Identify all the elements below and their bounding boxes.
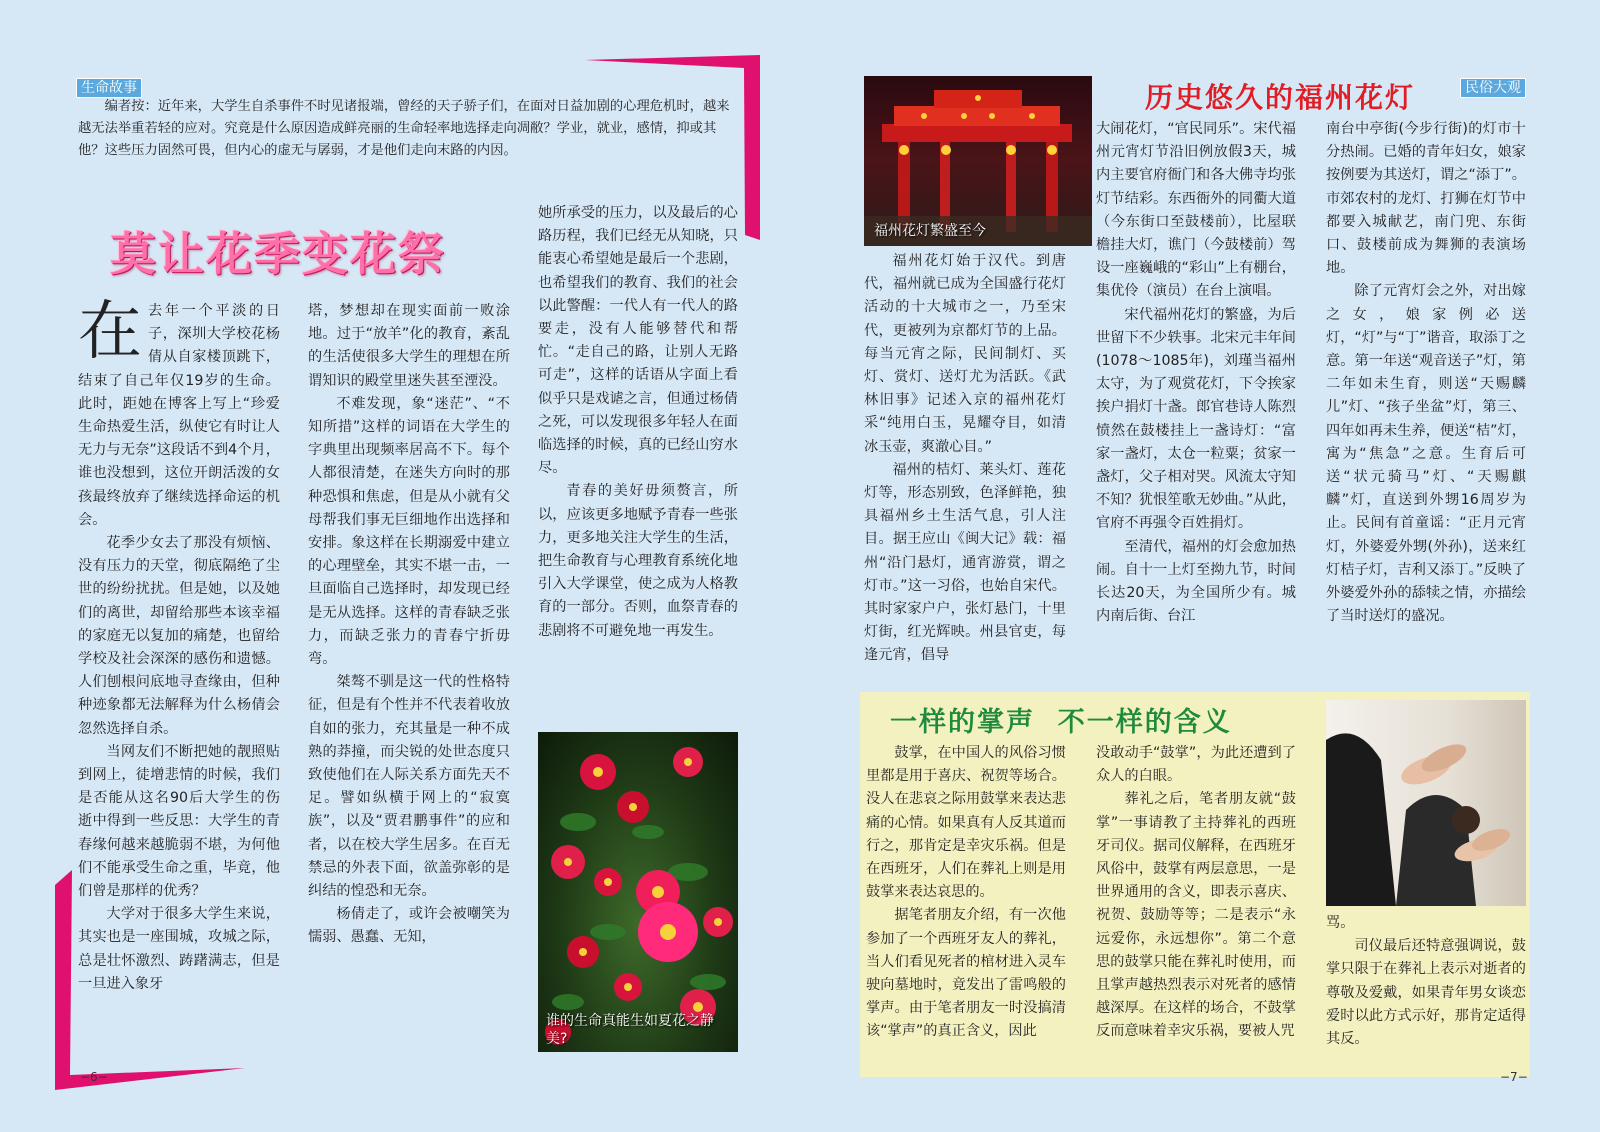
page-number-left: −6− xyxy=(80,1070,108,1084)
applause-col-3 xyxy=(1326,912,1526,1051)
left-col1-para-2: 花季少女去了那没有烦恼、没有压力的天堂，彻底隔绝了尘世的纷纷扰扰。但是她，以及她们的离世，却留给那些本该幸福的家庭无以复加的痛楚，也留给学校及社会深深的感伤和遗憾。人们刨根问底地寻查缘由，但种种迹象都无法解释为什么杨倩会忽然选择自杀。 xyxy=(78,535,280,737)
applause-col-2 xyxy=(1096,742,1296,1044)
left-article-col-1 xyxy=(78,295,280,996)
left-col2-para-1: 塔，梦想却在现实面前一败涂地。过于“放羊”化的教育，紊乱的生活使很多大学生的理想在所谓知识的殿堂里迷失甚至湮没。 xyxy=(308,303,510,389)
section-tag-folk-customs: 民俗大观 xyxy=(1460,78,1526,98)
article-title-text: 莫让花季变花祭 xyxy=(110,227,446,281)
left-article-col-2 xyxy=(308,300,510,950)
right-article-col-3 xyxy=(1326,118,1526,628)
applause-col-1 xyxy=(866,742,1066,1044)
right-col2-para-2: 宋代福州花灯的繁盛，为后世留下不少轶事。北宋元丰年间(1078～1085年)，刘瑾当福州太守，为了观赏花灯，下令挨家挨户捐灯十盏。郎官巷诗人陈烈愤然在鼓楼挂上一盏诗灯：“富家一盏灯，太仓一粒粟；贫家一盏灯，父子相对哭。风流太守知不知？犹恨笙歌无妙曲。”从此，官府不再强令百姓捐灯。 xyxy=(1096,306,1296,532)
applause-article-title: 一样的掌声 不一样的含义 xyxy=(890,707,1232,738)
left-article-col-3 xyxy=(538,202,738,643)
flower-illustration xyxy=(538,732,738,1052)
applause-col2-para-1: 没敢动手“鼓掌”，为此还遭到了众人的白眼。 xyxy=(1096,745,1296,785)
lantern-photo-caption: 福州花灯繁盛至今 xyxy=(874,223,986,239)
lantern-gate-illustration xyxy=(864,76,1092,246)
left-col1-para-1: 去年一个平淡的日子，深圳大学校花杨倩从自家楼顶跳下，结束了自己年仅19岁的生命。此时，距她在博客上写上“珍爱生命热爱生活，纵使它有时让人无力与无奈”这段话不到4个月，谁也没想到，这位开朗活泼的女孩最终放弃了继续选择命运的机会。 xyxy=(78,303,280,528)
page-number-right: −7− xyxy=(1500,1070,1528,1084)
left-col3-para-1: 她所承受的压力，以及最后的心路历程，我们已经无从知晓，只能衷心希望她是最后一个悲剧，也希望我们的教育、我们的社会以此警醒：一代人有一代人的路要走，没有人能够替代和帮忙。“走自己的路，让别人无路可走”，这样的话语从字面上看似乎只是戏谑之言，但通过杨倩之死，可以发现很多年轻人在面临选择的时候，真的已经山穷水尽。 xyxy=(538,205,738,477)
applause-col2-para-2: 葬礼之后，笔者朋友就“鼓掌”一事请教了主持葬礼的西班牙司仪。据司仪解释，在西班牙风俗中，鼓掌有两层意思，一是世界通用的含义，即表示喜庆、祝贺、鼓励等等；二是表示“永远爱你，永远想你”。第二个意思的鼓掌只能在葬礼时使用，而且掌声越热烈表示对死者的感情越深厚。在这样的场合，不鼓掌反而意味着幸灾乐祸，要被人咒 xyxy=(1096,791,1296,1040)
left-col2-para-3: 桀骜不驯是这一代的性格特征，但是有个性并不代表着收放自如的张力，充其量是一种不成熟的莽撞，而尖锐的处世态度只致使他们在人际关系方面先天不足。譬如纵横于网上的“寂寞族”，以及“贾君鹏事件”的应和者，以在校大学生居多。在百无禁忌的外表下面，欲盖弥彰的是纠结的惶恐和无奈。 xyxy=(308,674,510,900)
left-col2-para-4: 杨倩走了，或许会被嘲笑为懦弱、愚蠢、无知， xyxy=(308,906,510,946)
left-col1-para-4: 大学对于很多大学生来说，其实也是一座围城，攻城之际，总是壮怀激烈、踌躇满志，但是一旦进入象牙 xyxy=(78,906,280,992)
camellia-flower-photo xyxy=(538,732,738,1052)
right-article-col-1 xyxy=(864,250,1066,668)
article-title-right: 历史悠久的福州花灯 xyxy=(1145,81,1416,114)
applause-col1-para-2: 据笔者朋友介绍，有一次他参加了一个西班牙友人的葬礼，当人们看见死者的棺材进入灵车驶向墓地时，竟发出了雷鸣般的掌声。由于笔者朋友一时没搞清该“掌声”的真正含义，因此 xyxy=(866,907,1066,1040)
lantern-gate-photo xyxy=(864,76,1092,246)
left-col3-para-2: 青春的美好毋须赘言，所以，应该更多地赋予青春一些张力，更多地关注大学生的生活，把生命教育与心理教育系统化地引入大学课堂，使之成为人格教育的一部分。否则，血祭青春的悲剧将不可避免地一再发生。 xyxy=(538,483,738,639)
right-col2-para-1: 大闹花灯，“官民同乐”。宋代福州元宵灯节沿旧例放假3天，城内主要官府衙门和各大佛寺均张灯节结彩。东西衙外的同衢大道（今东街口至鼓楼前），比屋联檐挂大灯，谯门（今鼓楼前）驾设一座巍峨的“彩山”上有棚台，集优伶（演员）在台上演唱。 xyxy=(1096,121,1296,300)
section-tag-life-story: 生命故事 xyxy=(76,78,142,98)
right-col3-para-1: 南台中亭街(今步行街)的灯市十分热闹。已婚的青年妇女，娘家按例要为其送灯，谓之“添丁”。市郊农村的龙灯、打狮在灯节中都要入城献艺，南门兜、东街口、鼓楼前成为舞狮的表演场地。 xyxy=(1326,121,1526,277)
clapping-illustration xyxy=(1326,700,1526,906)
applause-col3-para-2: 司仪最后还特意强调说，鼓掌只限于在葬礼上表示对逝者的尊敬及爱戴，如果青年男女谈恋爱时以此方式示好，那肯定适得其反。 xyxy=(1326,938,1526,1048)
right-col1-para-1: 福州花灯始于汉代。到唐代，福州就已成为全国盛行花灯活动的十大城市之一，乃至宋代，更被列为京都灯节的上品。每当元宵之际，民间制灯、买灯、赏灯、送灯尤为活跃。《武林旧事》记述入京的福州花灯采“纯用白玉，晃耀夺目，如清冰玉壶，爽澈心目。” xyxy=(864,253,1066,455)
right-col1-para-2: 福州的桔灯、莱头灯、莲花灯等，形态别致，色泽鲜艳，独具福州乡土生活气息，引人注目。据王应山《闽大记》载：福州“沿门悬灯，通宵游赏，谓之灯市。”这一习俗，也始自宋代。其时家家户户，张灯悬门，十里灯街，红光辉映。州县官吏，每逢元宵，倡导 xyxy=(864,461,1066,664)
right-col2-para-3: 至清代，福州的灯会愈加热闹。自十一上灯至拗九节，时间长达20天，为全国所少有。城内南后街、台江 xyxy=(1096,538,1296,625)
left-col1-para-3: 当网友们不断把她的靓照贴到网上，徒增悲情的时候，我们是否能从这名90后大学生的伤逝中得到一些反思：大学生的青春缘何越来越脆弱不堪，为何他们不能承受生命之重，毕竟，他们曾是那样的优秀？ xyxy=(78,743,280,900)
applause-col3-para-1: 骂。 xyxy=(1326,915,1355,931)
right-col3-para-2: 除了元宵灯会之外，对出嫁之女，娘家例必送灯，“灯”与“丁”谐音，取添丁之意。第一年送“观音送子”灯，第二年如未生育，则送“天赐麟儿”灯、“孩子坐盆”灯，第三、四年如再未生养，便送“桔”灯，寓为“焦急”之意。生育后可送“状元骑马”灯、“天赐麒麟”灯，直送到外甥16周岁为止。民间有首童谣：“正月元宵灯，外婆爱外甥(外孙)，送来红灯桔子灯，吉利又添丁。”反映了外婆爱外孙的舔犊之情，亦描绘了当时送灯的盛况。 xyxy=(1326,283,1526,625)
applause-col1-para-1: 鼓掌，在中国人的风俗习惯里都是用于喜庆、祝贺等场合。没人在悲哀之际用鼓掌来表达悲痛的心情。如果真有人反其道而行之，那肯定是幸灾乐祸。但是在西班牙，人们在葬礼上则是用鼓掌来表达哀思的。 xyxy=(866,745,1066,901)
flower-photo-caption: 谁的生命真能生如夏花之静美? xyxy=(546,1013,714,1047)
left-col2-para-2: 不难发现，象“迷茫”、“不知所措”这样的词语在大学生的字典里出现频率居高不下。每个人都很清楚，在迷失方向时的那种恐惧和焦虑，但是从小就有父母帮我们事无巨细地作出选择和安排。象这样在长期溺爱中建立的心理壁垒，其实不堪一击，一旦面临自己选择时，却发现已经是无从选择。这样的青春缺乏张力，而缺乏张力的青春宁折毋弯。 xyxy=(308,395,510,668)
clapping-hands-photo xyxy=(1326,700,1526,906)
article-title-left xyxy=(110,218,510,290)
dropcap-letter: 在 xyxy=(78,295,142,369)
editor-note: 编者按：近年来，大学生自杀事件不时见诸报端，曾经的天子骄子们，在面对日益加剧的心理危机时，越来越无法举重若轻的应对。究竟是什么原因造成鲜亮丽的生命轻率地选择走向凋敝？学业，就业，感情，抑或其他？这些压力固然可畏，但内心的虚无与孱弱，才是他们走向末路的内因。 xyxy=(78,99,730,158)
right-article-col-2 xyxy=(1096,118,1296,628)
